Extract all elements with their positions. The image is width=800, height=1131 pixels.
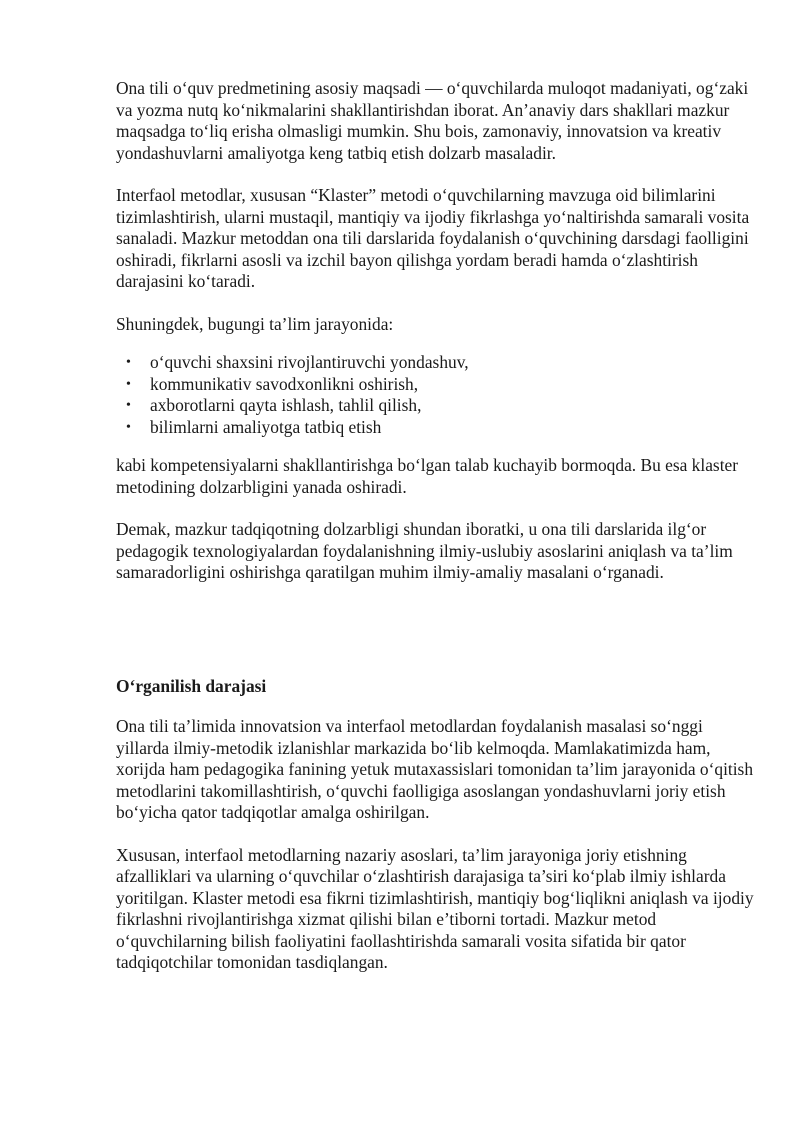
list-item — [116, 352, 756, 374]
paragraph-klaster: Interfaol metodlar, xususan “Klaster” metodi o‘quvchilarning mavzuga oid bilimlarini tizimlashtirish, ularni mustaqil, mantiqiy va ijodiy fikrlashga yo‘naltirishda samarali vosita sanaladi. Mazkur metoddan ona tili darslarida foydalanish o‘quvchining darsdagi faolligini oshiradi, fikrlarni asosli va izchil bayon qilishga yordam beradi hamda o‘zlashtirish darajasini ko‘taradi. — [116, 185, 750, 291]
blank-spacer — [116, 605, 756, 676]
paragraph-after-list: kabi kompetensiyalarni shakllantirishga bo‘lgan talab kuchayib bormoqda. Bu esa klaster metodining dolzarbligini yanada oshiradi. — [116, 455, 739, 497]
list-item-text: bilimlarni amaliyotga tatbiq etish — [150, 416, 382, 437]
paragraph-section-2: Xususan, interfaol metodlarning nazariy asoslari, ta’lim jarayoniga joriy etishning afzalliklari va ularning o‘quvchilar o‘zlashtirish darajasiga ta’siri ko‘plab ilmiy ishlarda yoritilgan. Klaster metodi esa fikrni tizimlashtirish, mantiqiy bog‘liqlikni aniqlash va ijodiy fikrlashni rivojlantirishga xizmat qilishi bilan e’tiborni tortadi. Mazkur metod o‘quvchilarning bilish faoliyatini faollashtirishda samarali vosita sifatida bir qator tadqiqotchilar tomonidan tasdiqlangan. — [116, 844, 754, 972]
paragraph-conclusion: Demak, mazkur tadqiqotning dolzarbligi shundan iboratki, u ona tili darslarida ilg‘or pedagogik texnologiyalardan foydalanishning ilmiy-uslubiy asoslarini aniqlash va ta’lim samaradorligini oshirishga qaratilgan muhim ilmiy-amaliy masalani o‘rganadi. — [116, 519, 733, 582]
competency-list — [116, 352, 756, 438]
bullet-icon: • — [126, 398, 131, 413]
list-item — [116, 417, 756, 439]
list-item-text: kommunikativ savodxonlikni oshirish, — [150, 373, 419, 394]
paragraph-list-intro: Shuningdek, bugungi ta’lim jarayonida: — [116, 313, 394, 334]
paragraph-intro: Ona tili o‘quv predmetining asosiy maqsadi — o‘quvchilarda muloqot madaniyati, og‘zaki va yozma nutq ko‘nikmalarini shakllantirishdan iborat. An’anaviy dars shakllari mazkur maqsadga to‘liq erisha olmasligi mumkin. Shu bois, zamonaviy, innovatsion va kreativ yondashuvlarni amaliyotga keng tatbiq etish dolzarb masaladir. — [116, 78, 749, 163]
paragraph-section-1: Ona tili ta’limida innovatsion va interfaol metodlardan foydalanish masalasi so‘nggi yillarda ilmiy-metodik izlanishlar markazida bo‘lib kelmoqda. Mamlakatimizda ham, xorijda ham pedagogika fanining yetuk mutaxassislari tomonidan ta’lim jarayonida o‘qitish metodlarini takomillashtirish, o‘quvchi faolligiga asoslangan yondashuvlarni joriy etish bo‘yicha qator tadqiqotlar amalga oshirilgan. — [116, 716, 754, 822]
list-item-text: o‘quvchi shaxsini rivojlantiruvchi yondashuv, — [150, 352, 469, 372]
bullet-icon: • — [126, 419, 131, 435]
document-page — [116, 78, 756, 995]
bullet-icon: • — [126, 355, 131, 370]
section-heading: O‘rganilish darajasi — [116, 675, 267, 696]
list-item-text: axborotlarni qayta ishlash, tahlil qilish, — [150, 395, 422, 415]
list-item — [116, 374, 756, 396]
bullet-icon: • — [126, 376, 131, 392]
list-item — [116, 395, 756, 417]
